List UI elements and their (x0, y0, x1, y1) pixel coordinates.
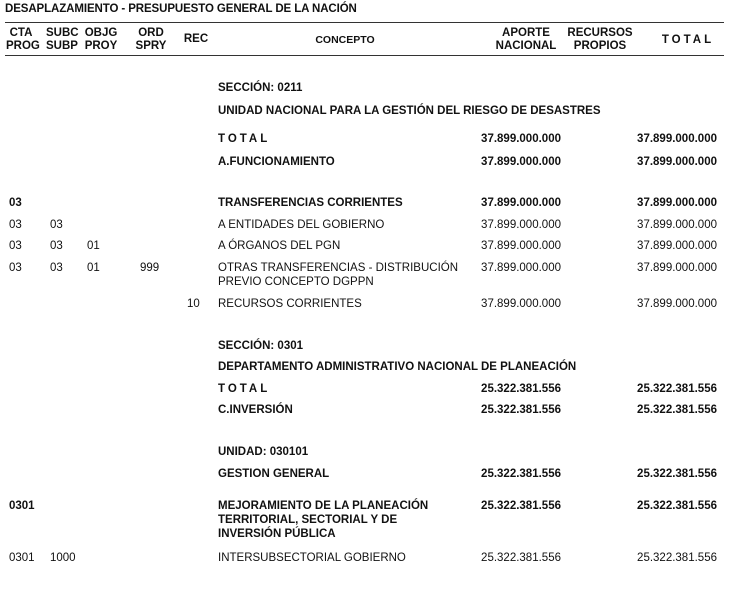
table-row (0, 81, 730, 95)
table-row (0, 445, 730, 459)
header-subc-line2: SUBP (46, 40, 78, 52)
cell-concepto: DEPARTAMENTO ADMINISTRATIVO NACIONAL DE PLANEACIÓN (218, 361, 577, 373)
header-aporte-line1: APORTE (502, 27, 550, 39)
header-total: TOTAL (661, 34, 715, 46)
header-rec: REC (183, 33, 209, 45)
cell-concepto: TOTAL (218, 383, 271, 395)
cell-objg-proy: 01 (87, 262, 100, 274)
cell-subc-subp: 03 (50, 219, 63, 231)
cell-concepto: TRANSFERENCIAS CORRIENTES (218, 197, 403, 209)
document-title: DESAPLAZAMIENTO - PRESUPUESTO GENERAL DE LA NACIÓN (5, 3, 357, 15)
cell-total: 25.322.381.556 (637, 500, 717, 512)
cell-aporte-nacional: 37.899.000.000 (481, 197, 561, 209)
cell-total: 37.899.000.000 (637, 219, 717, 231)
cell-cta-prog: 0301 (9, 500, 35, 512)
header-recursos-line2: PROPIOS (573, 40, 627, 52)
cell-concepto: A ENTIDADES DEL GOBIERNO (218, 219, 385, 231)
header-recursos-line1: RECURSOS (567, 27, 633, 39)
cell-aporte-nacional: 37.899.000.000 (481, 219, 561, 231)
table-row (0, 551, 730, 565)
table-row (0, 261, 730, 288)
cell-total: 37.899.000.000 (637, 156, 717, 168)
header-top-rule (5, 22, 724, 23)
cell-concepto: UNIDAD NACIONAL PARA LA GESTIÓN DEL RIESGO DE DESASTRES (218, 105, 601, 117)
cell-total: 25.322.381.556 (637, 552, 717, 564)
header-ord-line2: SPRY (135, 40, 167, 52)
table-row (0, 155, 730, 169)
header-cta-line2: PROG (6, 40, 40, 52)
header-objg-line2: PROY (84, 40, 118, 52)
cell-concepto: INTERSUBSECTORIAL GOBIERNO (218, 552, 406, 564)
table-row (0, 239, 730, 253)
cell-concepto: RECURSOS CORRIENTES (218, 298, 362, 310)
cell-concepto: GESTION GENERAL (218, 468, 330, 480)
cell-aporte-nacional: 25.322.381.556 (481, 404, 561, 416)
cell-subc-subp: 03 (50, 240, 63, 252)
cell-aporte-nacional: 37.899.000.000 (481, 240, 561, 252)
header-subc-line1: SUBC (46, 27, 79, 39)
cell-concepto: SECCIÓN: 0301 (218, 340, 304, 352)
cell-cta-prog: 03 (9, 240, 22, 252)
cell-cta-prog: 03 (9, 219, 22, 231)
cell-subc-subp: 03 (50, 262, 63, 274)
cell-aporte-nacional: 37.899.000.000 (481, 156, 561, 168)
cell-ord-spry: 999 (140, 262, 160, 274)
table-row (0, 403, 730, 417)
cell-aporte-nacional: 37.899.000.000 (481, 133, 561, 145)
header-concepto: CONCEPTO (315, 34, 375, 46)
cell-aporte-nacional: 25.322.381.556 (481, 500, 561, 512)
table-row (0, 132, 730, 146)
cell-concepto: SECCIÓN: 0211 (218, 82, 303, 94)
table-row (0, 467, 730, 481)
header-aporte-line2: NACIONAL (495, 40, 557, 52)
cell-aporte-nacional: 25.322.381.556 (481, 468, 561, 480)
table-row (0, 499, 730, 540)
header-subc-subp (46, 27, 78, 53)
cell-concepto: A.FUNCIONAMIENTO (218, 156, 335, 168)
header-aporte-nacional (492, 27, 560, 53)
cell-concepto: A ÓRGANOS DEL PGN (218, 240, 341, 252)
cell-total: 37.899.000.000 (637, 262, 717, 274)
cell-aporte-nacional: 37.899.000.000 (481, 262, 561, 274)
cell-cta-prog: 0301 (9, 552, 35, 564)
cell-total: 37.899.000.000 (637, 197, 717, 209)
cell-total: 25.322.381.556 (637, 383, 717, 395)
cell-concepto: UNIDAD: 030101 (218, 446, 309, 458)
cell-rec: 10 (187, 298, 200, 310)
cell-aporte-nacional: 37.899.000.000 (481, 298, 561, 310)
header-recursos-propios (566, 27, 634, 53)
table-row (0, 104, 730, 118)
header-ord-line1: ORD (138, 27, 164, 39)
cell-aporte-nacional: 25.322.381.556 (481, 552, 561, 564)
cell-cta-prog: 03 (9, 197, 22, 209)
header-cta-prog (6, 27, 40, 53)
table-row (0, 196, 730, 210)
header-objg-line1: OBJG (84, 27, 118, 39)
cell-cta-prog: 03 (9, 262, 22, 274)
cell-total: 37.899.000.000 (637, 298, 717, 310)
cell-aporte-nacional: 25.322.381.556 (481, 383, 561, 395)
header-bottom-rule (5, 55, 724, 56)
cell-total: 37.899.000.000 (637, 133, 717, 145)
cell-objg-proy: 01 (87, 240, 100, 252)
header-ord-spry (133, 27, 169, 53)
cell-concepto: OTRAS TRANSFERENCIAS - DISTRIBUCIÓN PREVIO CONCEPTO DGPPN (218, 262, 459, 288)
table-row (0, 218, 730, 232)
cell-concepto: TOTAL (218, 133, 271, 145)
cell-concepto: C.INVERSIÓN (218, 404, 293, 416)
cell-total: 37.899.000.000 (637, 240, 717, 252)
cell-subc-subp: 1000 (50, 552, 76, 564)
table-row (0, 339, 730, 353)
header-objg-proy (84, 27, 118, 53)
header-cta-line1: CTA (9, 27, 33, 39)
table-row (0, 297, 730, 311)
table-row (0, 360, 730, 374)
cell-total: 25.322.381.556 (637, 404, 717, 416)
cell-total: 25.322.381.556 (637, 468, 717, 480)
table-row (0, 382, 730, 396)
cell-concepto: MEJORAMIENTO DE LA PLANEACIÓN TERRITORIAL, SECTORIAL Y DE INVERSIÓN PÚBLICA (218, 500, 429, 540)
